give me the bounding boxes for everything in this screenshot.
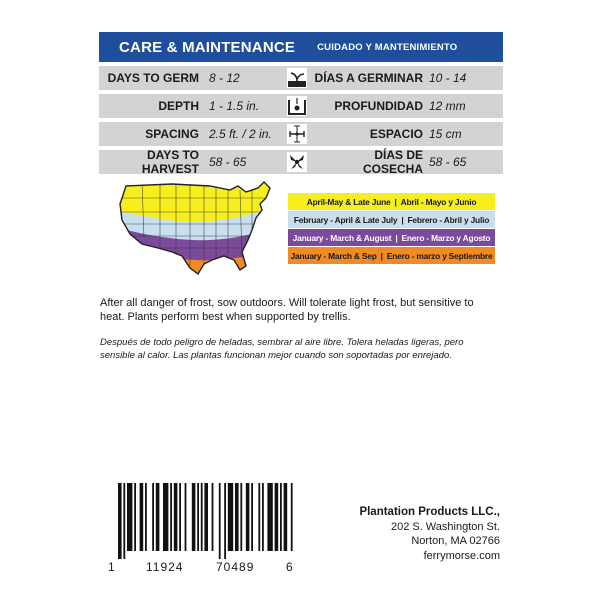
label-es: ESPACIO	[369, 127, 423, 141]
label-en: DEPTH	[158, 99, 199, 113]
care-table	[99, 66, 503, 178]
legend-es: Febrero - Abril y Julio	[407, 214, 490, 225]
row-germination	[99, 66, 503, 90]
label-en: DAYS TO GERM	[107, 71, 199, 85]
barcode-bar	[212, 483, 214, 551]
germination-icon	[287, 68, 307, 88]
barcode-bar	[118, 483, 122, 559]
instructions-es: Después de todo peligro de heladas, sembrar al aire libre. Tolera heladas ligeras, pero sensible al calor. Las plantas funcionan mejor cuando son soportadas por enrejado.	[100, 337, 464, 361]
label-es: DÍAS A GERMINAR	[314, 71, 423, 85]
barcode-bar	[156, 483, 160, 551]
barcode-digit-first: 1	[108, 560, 115, 574]
barcode-bar	[140, 483, 144, 551]
legend-en: April-May & Late June	[306, 196, 391, 207]
value-es: 10 - 14	[429, 71, 467, 85]
barcode-bar	[251, 483, 253, 551]
legend-en: January - March & August	[292, 232, 392, 243]
barcode-group-left: 11924	[146, 560, 184, 574]
company-name: Plantation Products LLC.,	[359, 506, 500, 518]
barcode-bar	[197, 483, 199, 551]
spacing-icon	[287, 124, 307, 144]
barcode-bar	[224, 483, 226, 559]
legend-es: Abril - Mayo y Junio	[400, 196, 477, 207]
instructions-en: After all danger of frost, sow outdoors. Will tolerate light frost, but sensitive to heat. Plants perform best when supported by trellis.	[100, 297, 474, 323]
header-title-es: CUIDADO Y MANTENIMIENTO	[317, 41, 458, 53]
barcode-group-right: 70489	[216, 560, 255, 574]
barcode-bar	[291, 483, 293, 551]
barcode-bar	[228, 483, 233, 551]
upc-barcode	[108, 483, 300, 573]
depth-icon	[287, 96, 307, 116]
label-en: SPACING	[145, 127, 199, 141]
barcode-bar	[240, 483, 242, 551]
value-es: 12 mm	[429, 99, 466, 113]
barcode-bar	[246, 483, 250, 551]
barcode-bar	[123, 483, 125, 559]
barcode-bar	[185, 483, 187, 551]
barcode-bar	[201, 483, 203, 551]
legend-es: Enero - marzo y Septiembre	[386, 250, 493, 261]
value-en: 8 - 12	[209, 71, 240, 85]
row-spacing	[99, 122, 503, 146]
barcode-bar	[280, 483, 282, 551]
barcode-bar	[284, 483, 288, 551]
legend-row-blue: February - April & Late July | Febrero - Abril y Julio	[288, 211, 495, 228]
planting-legend	[288, 193, 495, 265]
barcode-bar	[174, 483, 178, 551]
street-address: 202 S. Washington St.	[390, 520, 500, 533]
legend-es: Enero - Marzo y Agosto	[401, 232, 491, 243]
legend-row-orange: January - March & Sep | Enero - marzo y Septiembre	[288, 247, 495, 264]
barcode-bar	[235, 483, 239, 551]
barcode-digit-last: 6	[286, 560, 293, 574]
barcode-bar	[145, 483, 147, 551]
care-maintenance-header	[99, 32, 503, 62]
label-es: PROFUNDIDAD	[334, 99, 423, 113]
website-link[interactable]: ferrymorse.com	[423, 549, 500, 562]
barcode-bar	[267, 483, 272, 551]
value-en: 1 - 1.5 in.	[209, 99, 260, 113]
company-address	[342, 505, 500, 563]
harvest-icon	[287, 152, 307, 172]
barcode-bar	[204, 483, 208, 551]
barcode-bar	[275, 483, 279, 551]
value-es: 15 cm	[429, 127, 462, 141]
header-title-en: CARE & MAINTENANCE	[119, 38, 296, 56]
barcode-bar	[163, 483, 168, 551]
row-depth	[99, 94, 503, 118]
legend-row-purple: January - March & August | Enero - Marzo y Agosto	[288, 229, 495, 246]
value-en: 58 - 65	[209, 155, 247, 169]
label-es: DÍAS DE COSECHA	[362, 148, 423, 176]
label-en: DAYS TO HARVEST	[141, 148, 199, 176]
barcode-bar	[179, 483, 181, 551]
barcode-bar	[258, 483, 260, 551]
city-state-zip: Norton, MA 02766	[411, 535, 500, 547]
row-harvest	[99, 150, 503, 174]
legend-row-yellow: April-May & Late June | Abril - Mayo y Junio	[288, 193, 495, 210]
barcode-bar	[170, 483, 172, 551]
barcode-bar	[192, 483, 196, 551]
barcode-bar	[127, 483, 132, 551]
barcode-bar	[152, 483, 154, 551]
value-en: 2.5 ft. / 2 in.	[209, 127, 272, 141]
barcode-bar	[134, 483, 136, 551]
barcode-bar	[219, 483, 221, 559]
legend-en: January - March & Sep	[290, 250, 377, 261]
us-zone-map	[112, 178, 280, 282]
barcode-bar	[262, 483, 264, 551]
legend-en: February - April & Late July	[293, 214, 398, 225]
value-es: 58 - 65	[429, 155, 467, 169]
